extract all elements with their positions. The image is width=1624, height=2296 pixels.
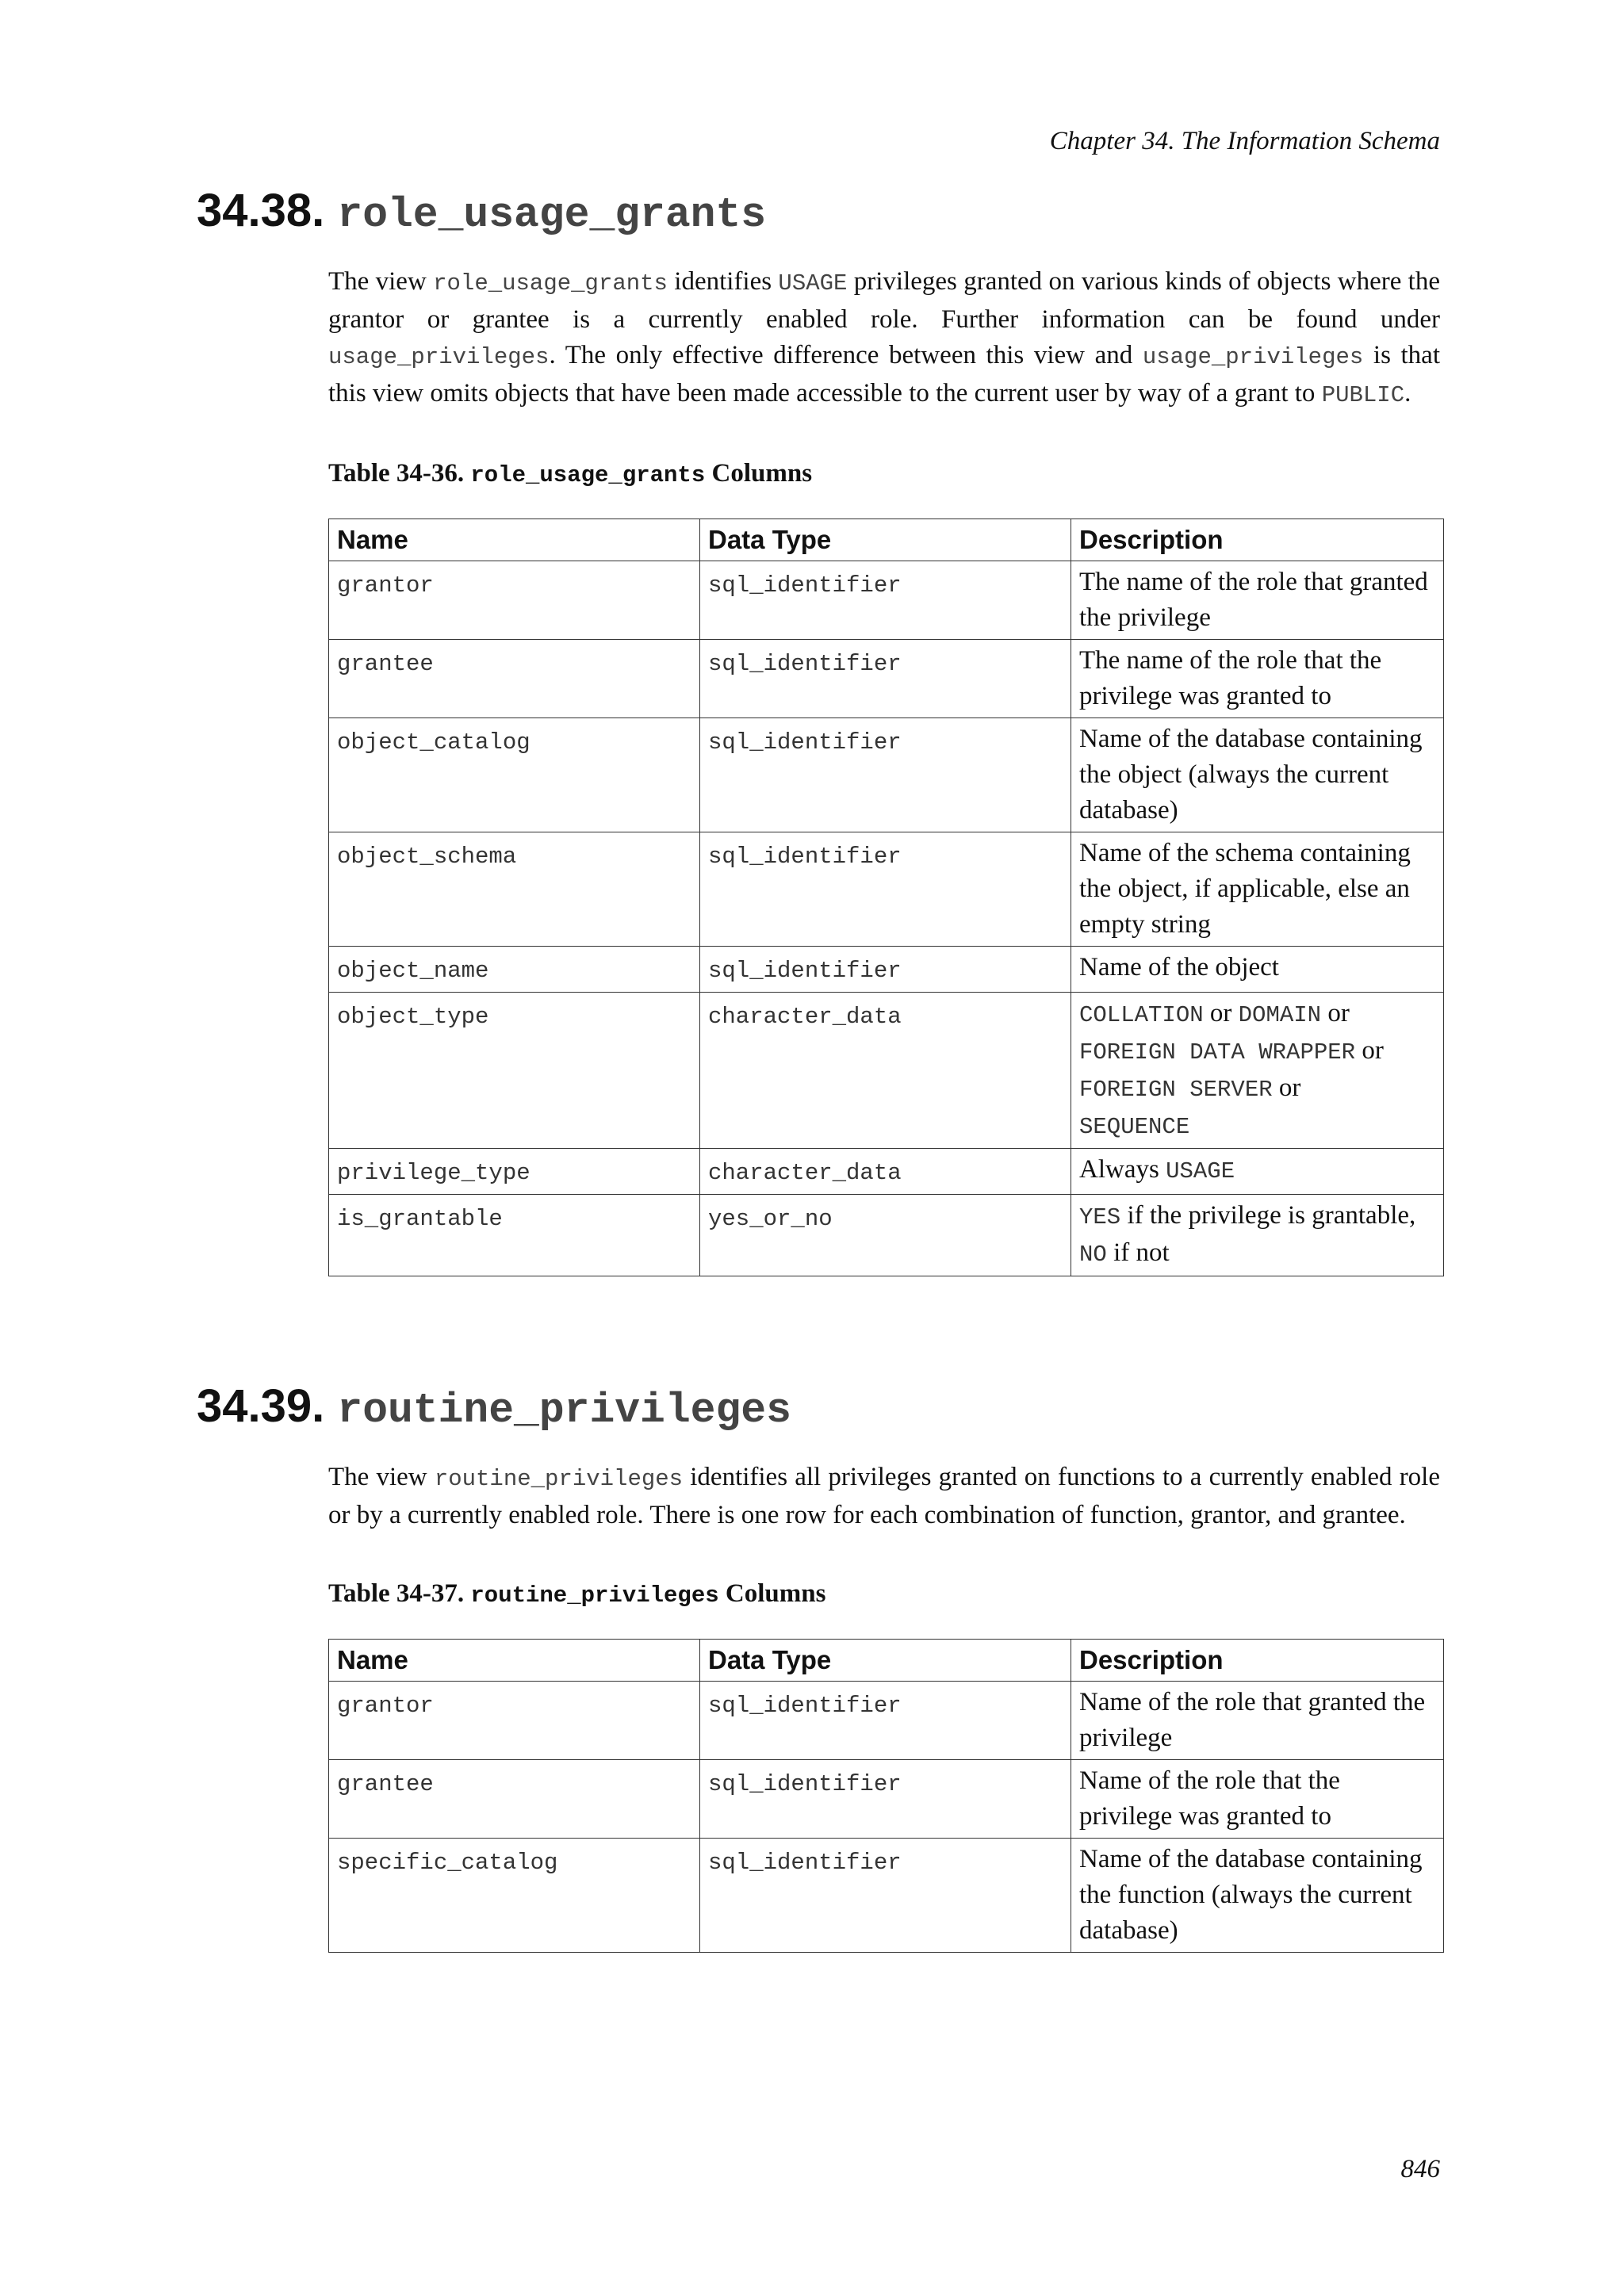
column-type: character_data <box>700 1149 1071 1195</box>
column-name: object_type <box>329 993 700 1149</box>
column-description: Name of the database containing the object (always the current database) <box>1071 718 1444 832</box>
section-description: The view routine_privileges identifies all privileges granted on functions to a currently enabled role or by a currently enabled role. There is one row for each combination of function, grantor, and grantee. <box>328 1463 1441 1529</box>
running-head: Chapter 34. The Information Schema <box>1049 127 1440 155</box>
column-description: YES if the privilege is grantable, NO if not <box>1071 1195 1444 1276</box>
inline-code: routine_privileges <box>434 1466 684 1492</box>
header-data-type: Data Type <box>700 519 1071 561</box>
inline-code: PUBLIC <box>1321 381 1405 408</box>
table-row <box>329 1149 1444 1195</box>
header-name: Name <box>329 1640 700 1682</box>
table-row <box>329 640 1444 718</box>
table-row <box>329 718 1444 832</box>
column-type: yes_or_no <box>700 1195 1071 1276</box>
column-name: is_grantable <box>329 1195 700 1276</box>
table-row <box>329 1682 1444 1760</box>
column-type: sql_identifier <box>700 640 1071 718</box>
section-title <box>197 1380 1440 1434</box>
table-header-row <box>329 519 1444 561</box>
table-row <box>329 561 1444 640</box>
section-number: 34.39. <box>197 1380 325 1432</box>
section-role-usage-grants <box>197 184 1440 1276</box>
column-description: The name of the role that granted the privilege <box>1071 561 1444 640</box>
inline-code: usage_privileges <box>1142 344 1364 370</box>
column-description: Name of the object <box>1071 947 1444 993</box>
column-name: grantor <box>329 561 700 640</box>
header-description: Description <box>1071 1640 1444 1682</box>
inline-code: usage_privileges <box>328 344 550 370</box>
column-description: Name of the schema containing the object, if applicable, else an empty string <box>1071 832 1444 947</box>
table-caption: Table 34-37. routine_privileges Columns <box>328 1579 826 1609</box>
section-number: 34.38. <box>197 185 325 236</box>
column-name: object_name <box>329 947 700 993</box>
header-description: Description <box>1071 519 1444 561</box>
section-routine-privileges <box>197 1380 1440 1953</box>
column-description: COLLATION or DOMAIN or FOREIGN DATA WRAPPER or FOREIGN SERVER or SEQUENCE <box>1071 993 1444 1149</box>
table-row <box>329 947 1444 993</box>
column-type: sql_identifier <box>700 1682 1071 1760</box>
column-description: Name of the role that granted the privilege <box>1071 1682 1444 1760</box>
header-name: Name <box>329 519 700 561</box>
section-description: The view role_usage_grants identifies USAGE privileges granted on various kinds of objects where the grantor or grantee is a currently enabled role. Further information can be found under usage_privileges. The only effective difference between this view and usage_privileges is that this view omits objects that have been made accessible to the current user by way of a grant to PUBLIC. <box>328 267 1440 408</box>
column-type: sql_identifier <box>700 1760 1071 1839</box>
column-type: sql_identifier <box>700 561 1071 640</box>
column-name: specific_catalog <box>329 1839 700 1953</box>
column-type: sql_identifier <box>700 947 1071 993</box>
table-row <box>329 993 1444 1149</box>
columns-table <box>328 519 1444 1276</box>
header-data-type: Data Type <box>700 1640 1071 1682</box>
table-caption: Table 34-36. role_usage_grants Columns <box>328 459 813 488</box>
page-number: 846 <box>1400 2155 1440 2183</box>
table-row <box>329 832 1444 947</box>
column-type: sql_identifier <box>700 718 1071 832</box>
column-name: grantee <box>329 1760 700 1839</box>
column-description: Always USAGE <box>1071 1149 1444 1195</box>
column-name: grantee <box>329 640 700 718</box>
column-name: privilege_type <box>329 1149 700 1195</box>
column-description: The name of the role that the privilege was granted to <box>1071 640 1444 718</box>
section-name: routine_privileges <box>337 1387 791 1434</box>
inline-code: role_usage_grants <box>433 270 668 297</box>
section-title <box>197 184 1440 239</box>
column-description: Name of the database containing the function (always the current database) <box>1071 1839 1444 1953</box>
table-row <box>329 1195 1444 1276</box>
column-type: character_data <box>700 993 1071 1149</box>
column-description: Name of the role that the privilege was granted to <box>1071 1760 1444 1839</box>
column-name: object_schema <box>329 832 700 947</box>
table-row <box>329 1760 1444 1839</box>
table-row <box>329 1839 1444 1953</box>
column-name: grantor <box>329 1682 700 1760</box>
columns-table <box>328 1639 1444 1953</box>
column-name: object_catalog <box>329 718 700 832</box>
section-name: role_usage_grants <box>337 191 767 239</box>
table-header-row <box>329 1640 1444 1682</box>
column-type: sql_identifier <box>700 832 1071 947</box>
column-type: sql_identifier <box>700 1839 1071 1953</box>
inline-code: USAGE <box>778 270 848 297</box>
